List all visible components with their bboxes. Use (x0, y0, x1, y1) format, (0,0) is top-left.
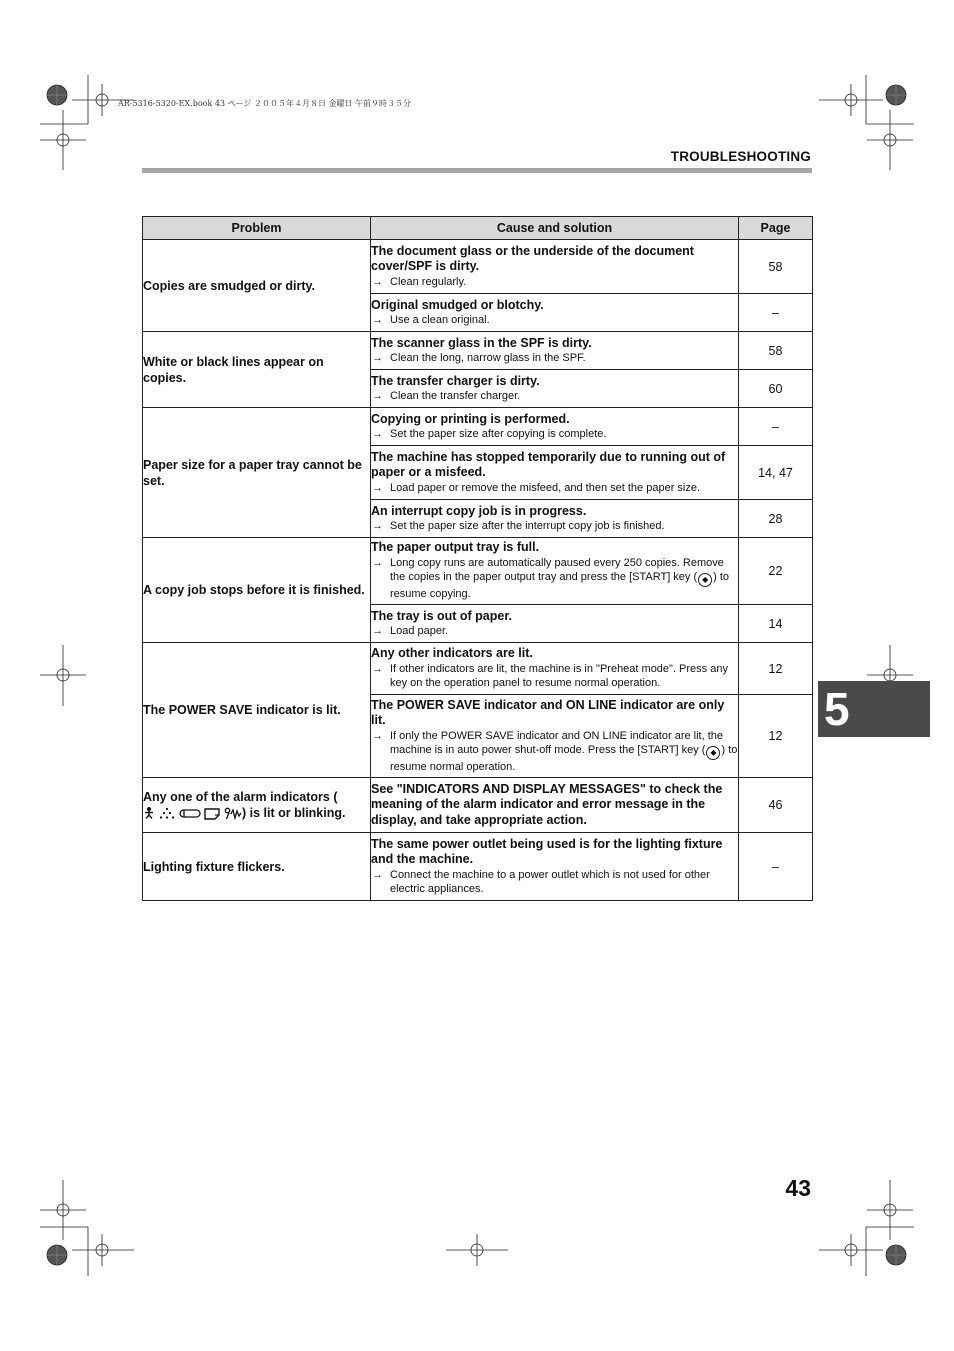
cause-cell (371, 500, 739, 538)
cause-title: The document glass or the underside of the document cover/SPF is dirty. (371, 243, 694, 274)
arrow-icon: → (372, 481, 383, 494)
cause-title: The POWER SAVE indicator and ON LINE indicator are only lit. (371, 697, 725, 727)
column-header-page: Page (739, 217, 813, 240)
cause-cell (371, 370, 739, 408)
start-key-icon: ◆ (698, 573, 712, 587)
arrow-icon: → (372, 520, 383, 532)
page-ref: 58 (739, 332, 813, 370)
page-ref: 22 (739, 538, 813, 605)
section-rule (142, 168, 812, 173)
cause-cell (371, 446, 739, 500)
solution-text: → Long copy runs are automatically paused every 250 copies. Remove the copies in the paper output tray and press the [START] key ( ◆ ) to resume copying. (372, 556, 730, 601)
arrow-icon: → (372, 352, 383, 364)
tray-empty-icon (204, 807, 221, 820)
solution-text: → If only the POWER SAVE indicator and ON LINE indicator are lit, the machine is in auto power shut-off mode. Press the [START] key ( ◆ ) to resume normal operation. (372, 729, 738, 773)
cause-title: The paper output tray is full. (371, 540, 540, 555)
cause-cell (371, 408, 739, 446)
cause-title: The transfer charger is dirty. (371, 373, 540, 388)
chapter-tab (818, 681, 930, 737)
toner-icon (158, 807, 176, 819)
page-ref: – (739, 408, 813, 446)
solution-text: → Clean the long, narrow glass in the SPF. (372, 352, 586, 364)
column-header-problem: Problem (143, 217, 371, 240)
page-number: 43 (785, 1175, 811, 1201)
solution-text: → Connect the machine to a power outlet which is not used for other electric appliances. (372, 868, 710, 895)
table-row (143, 240, 813, 294)
problem-cell: Lighting fixture flickers. (143, 833, 371, 901)
problem-cell: Paper size for a paper tray cannot be set. (143, 408, 371, 538)
arrow-icon: → (372, 729, 383, 742)
cause-cell (371, 538, 739, 605)
cause-cell (371, 294, 739, 332)
problem-cell: Copies are smudged or dirty. (143, 240, 371, 332)
page-ref: – (739, 294, 813, 332)
solution-text: → Load paper. (372, 625, 449, 637)
arrow-icon: → (372, 275, 383, 288)
print-slug: AR-5316-5320-EX.book 43 ページ ２００５年４月８日 金曜日 午前９時３５分 (118, 99, 412, 108)
problem-cell: A copy job stops before it is finished. (143, 538, 371, 643)
arrow-icon: → (372, 314, 383, 326)
start-key-icon: ◆ (706, 746, 720, 760)
page-ref: 58 (739, 240, 813, 294)
drum-icon (179, 807, 201, 819)
cause-title: The machine has stopped temporarily due to running out of paper or a misfeed. (371, 449, 726, 480)
problem-cell: The POWER SAVE indicator is lit. (143, 643, 371, 778)
table-row (143, 643, 813, 695)
cause-cell (371, 778, 739, 833)
chapter-number: 5 (824, 683, 850, 735)
arrow-icon: → (372, 556, 383, 569)
solution-text: → Set the paper size after copying is complete. (372, 428, 607, 440)
section-title: TROUBLESHOOTING (670, 149, 811, 164)
page-ref: 28 (739, 500, 813, 538)
column-header-cause: Cause and solution (371, 217, 739, 240)
cause-title: Copying or printing is performed. (371, 411, 570, 426)
arrow-icon: → (372, 625, 383, 637)
solution-text: → Clean the transfer charger. (372, 390, 521, 402)
table-row (143, 332, 813, 370)
page-ref: 46 (739, 778, 813, 833)
solution-text: → Use a clean original. (372, 314, 490, 326)
cause-cell (371, 833, 739, 901)
page-ref: – (739, 833, 813, 901)
problem-cell: White or black lines appear on copies. (143, 332, 371, 408)
page-ref: 12 (739, 643, 813, 695)
table-header-row (143, 217, 813, 240)
page-ref: 14 (739, 605, 813, 643)
solution-text: → Set the paper size after the interrupt copy job is finished. (372, 520, 665, 532)
page-ref: 14, 47 (739, 446, 813, 500)
cause-title: Any other indicators are lit. (371, 646, 533, 661)
solution-text: → Load paper or remove the misfeed, and then set the paper size. (372, 481, 701, 494)
problem-cell: Any one of the alarm indicators ( ) is lit or blinking. (143, 778, 371, 833)
page-ref: 12 (739, 695, 813, 778)
table-row (143, 538, 813, 605)
solution-text: → If other indicators are lit, the machine is in "Preheat mode". Press any key on the operation panel to resume normal operation. (372, 662, 728, 690)
arrow-icon: → (372, 390, 383, 402)
cause-cell (371, 332, 739, 370)
alarm-indicator-icons (143, 807, 242, 820)
cause-title: An interrupt copy job is in progress. (371, 503, 587, 518)
cause-cell (371, 240, 739, 294)
arrow-icon: → (372, 428, 383, 440)
table-row (143, 778, 813, 833)
cause-title: The scanner glass in the SPF is dirty. (371, 335, 592, 350)
arrow-icon: → (372, 662, 383, 675)
maintenance-icon (224, 807, 242, 820)
cause-cell (371, 605, 739, 643)
arrow-icon: → (372, 868, 383, 881)
cause-title: Original smudged or blotchy. (371, 297, 544, 312)
cause-cell (371, 695, 739, 778)
solution-text: → Clean regularly. (372, 275, 467, 288)
troubleshooting-table (142, 216, 813, 901)
table-row (143, 833, 813, 901)
cause-title: The same power outlet being used is for the lighting fixture and the machine. (371, 836, 723, 866)
cause-title: See "INDICATORS AND DISPLAY MESSAGES" to check the meaning of the alarm indicator and error message in the display, and take appropriate action. (371, 781, 723, 827)
table-row (143, 408, 813, 446)
page-ref: 60 (739, 370, 813, 408)
cause-title: The tray is out of paper. (371, 608, 512, 623)
misfeed-icon (143, 807, 155, 819)
cause-cell (371, 643, 739, 695)
